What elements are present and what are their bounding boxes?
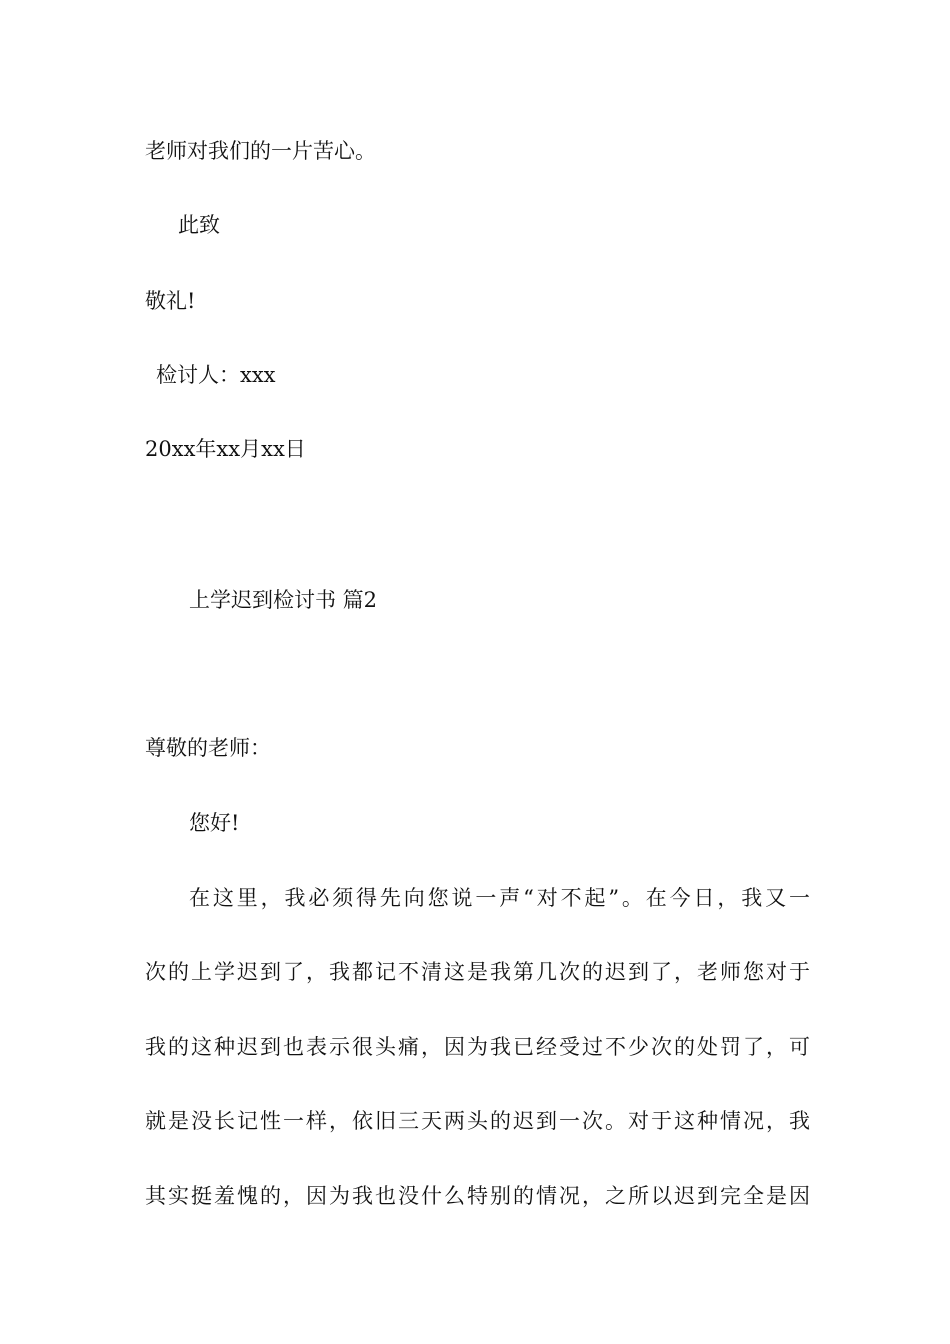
- body-line-1: 在这里，我必须得先向您说一声“对不起”。在今日，我又一: [189, 886, 810, 910]
- section-title: 上学迟到检讨书 篇2: [189, 588, 378, 612]
- body-line-2: 次的上学迟到了，我都记不清这是我第几次的迟到了，老师您对于: [145, 960, 810, 984]
- text-line-signer: 检讨人：xxx: [156, 363, 276, 387]
- text-line-greeting: 尊敬的老师：: [145, 736, 271, 760]
- text-line-respect: 敬礼!: [145, 289, 196, 313]
- body-line-3: 我的这种迟到也表示很头痛，因为我已经受过不少次的处罚了，可: [145, 1035, 810, 1059]
- text-line-hello: 您好!: [189, 811, 240, 835]
- body-line-5: 其实挺羞愧的，因为我也没什么特别的情况，之所以迟到完全是因: [145, 1184, 810, 1208]
- text-line-date: 20xx年xx月xx日: [145, 437, 306, 461]
- text-line-salutation-close: 此致: [178, 213, 220, 237]
- body-line-4: 就是没长记性一样，依旧三天两头的迟到一次。对于这种情况，我: [145, 1109, 810, 1133]
- text-line-closing-sentence: 老师对我们的一片苦心。: [145, 139, 376, 163]
